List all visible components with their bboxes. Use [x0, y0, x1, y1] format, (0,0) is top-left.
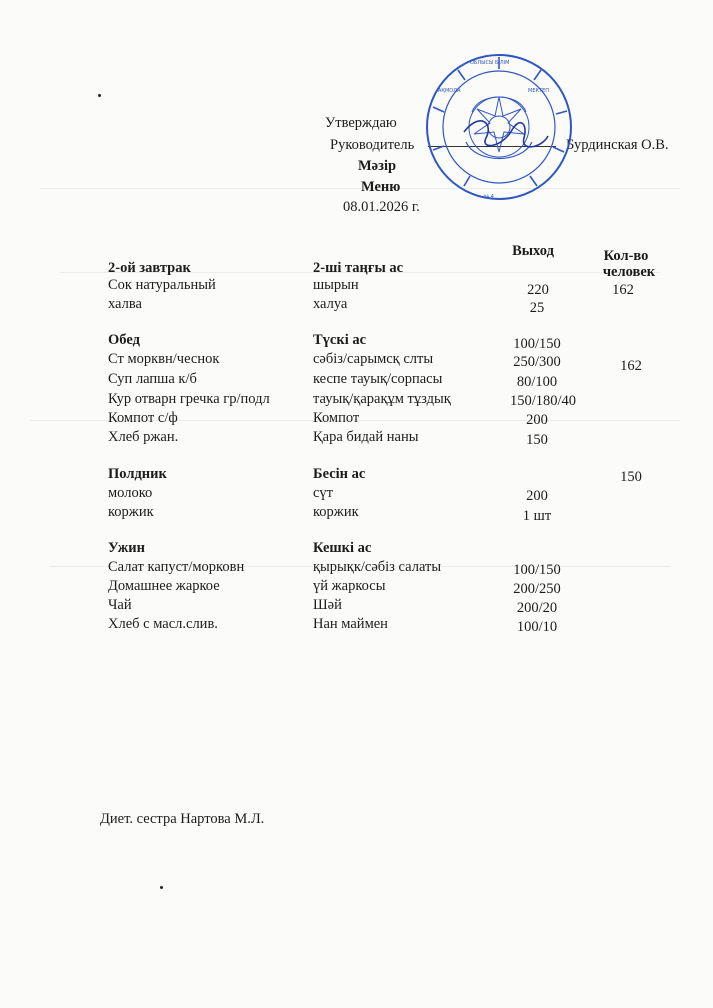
- item-out: 200: [526, 412, 548, 428]
- item-out: 80/100: [516, 374, 558, 390]
- section-title-qty: 150: [620, 469, 642, 485]
- item-out: 220: [527, 282, 549, 298]
- item-out: 200: [526, 488, 548, 504]
- section-title-ru: 2-ой завтрак: [108, 260, 191, 276]
- item-kk: Қара бидай наны: [313, 429, 419, 445]
- item-ru: халва: [108, 296, 142, 312]
- svg-text:ОБЛЫСЫ БІЛІМ: ОБЛЫСЫ БІЛІМ: [470, 60, 510, 66]
- item-out: 250/300: [513, 354, 561, 370]
- item-out: 200/20: [516, 600, 558, 616]
- item-ru: Чай: [108, 597, 132, 613]
- head-role: Руководитель: [330, 137, 415, 153]
- item-out: 1 шт: [522, 508, 552, 524]
- section-title-kk: Кешкі ас: [313, 540, 372, 556]
- section-title-ru: Ужин: [108, 540, 145, 556]
- approve-label: Утверждаю: [325, 115, 397, 131]
- item-qty: 162: [620, 358, 642, 374]
- item-ru: Ст морквн/чеснок: [108, 351, 220, 367]
- item-ru: Компот с/ф: [108, 410, 178, 426]
- item-ru: Салат капуст/морковн: [108, 559, 245, 575]
- item-kk: қырықк/сәбіз салаты: [313, 559, 442, 575]
- item-kk: шырын: [313, 277, 359, 293]
- item-ru: коржик: [108, 504, 154, 520]
- head-name: Бурдинская О.В.: [566, 137, 669, 153]
- column-out-header: Выход: [512, 243, 554, 259]
- item-ru: молоко: [108, 485, 153, 501]
- menu-title-ru: Меню: [361, 179, 401, 195]
- section-title-ru: Обед: [108, 332, 140, 348]
- item-ru: Хлеб ржан.: [108, 429, 179, 445]
- svg-text:МЕКТЕП: МЕКТЕП: [528, 88, 549, 94]
- item-ru: Суп лапша к/б: [108, 371, 197, 387]
- item-ru: Домашнее жаркое: [108, 578, 220, 594]
- item-ru: Кур отварн гречка гр/подл: [108, 391, 270, 407]
- item-kk: халуа: [313, 296, 348, 312]
- item-kk: тауық/қарақұм тұздық: [313, 391, 451, 407]
- item-out: 150: [526, 432, 548, 448]
- item-qty: 162: [612, 282, 634, 298]
- menu-date: 08.01.2026 г.: [343, 199, 420, 215]
- column-qty-header-2: человек: [602, 264, 656, 280]
- item-out: 100/150: [513, 562, 561, 578]
- item-ru: Хлеб с масл.слив.: [108, 616, 218, 632]
- item-kk: кеспе тауық/сорпасы: [313, 371, 443, 387]
- section-title-ru: Полдник: [108, 466, 167, 482]
- item-kk: үй жаркосы: [313, 578, 386, 594]
- menu-title-kk: Мәзір: [358, 158, 397, 174]
- item-kk: Нан маймен: [313, 616, 388, 632]
- section-title-kk: Бесін ас: [313, 466, 366, 482]
- official-stamp: [424, 52, 574, 202]
- item-out: 200/250: [513, 581, 561, 597]
- item-kk: Шәй: [313, 597, 342, 613]
- section-title-out: 100/150: [513, 336, 561, 352]
- item-kk: коржик: [313, 504, 359, 520]
- column-qty-header-1: Кол-во: [603, 248, 649, 264]
- item-ru: Сок натуральный: [108, 277, 216, 293]
- item-out: 150/180/40: [509, 393, 577, 409]
- svg-text:№ 4: № 4: [484, 194, 494, 200]
- section-title-kk: Түскі ас: [313, 332, 367, 348]
- dietitian-signature: Диет. сестра Нартова М.Л.: [100, 811, 265, 827]
- section-title-kk: 2-ші таңғы ас: [313, 260, 404, 276]
- item-out: 25: [529, 300, 545, 316]
- item-kk: Компот: [313, 410, 360, 426]
- svg-text:АҚМОЛА: АҚМОЛА: [438, 88, 461, 94]
- item-kk: сәбіз/сарымсқ слты: [313, 351, 434, 367]
- item-kk: сүт: [313, 485, 334, 501]
- item-out: 100/10: [516, 619, 558, 635]
